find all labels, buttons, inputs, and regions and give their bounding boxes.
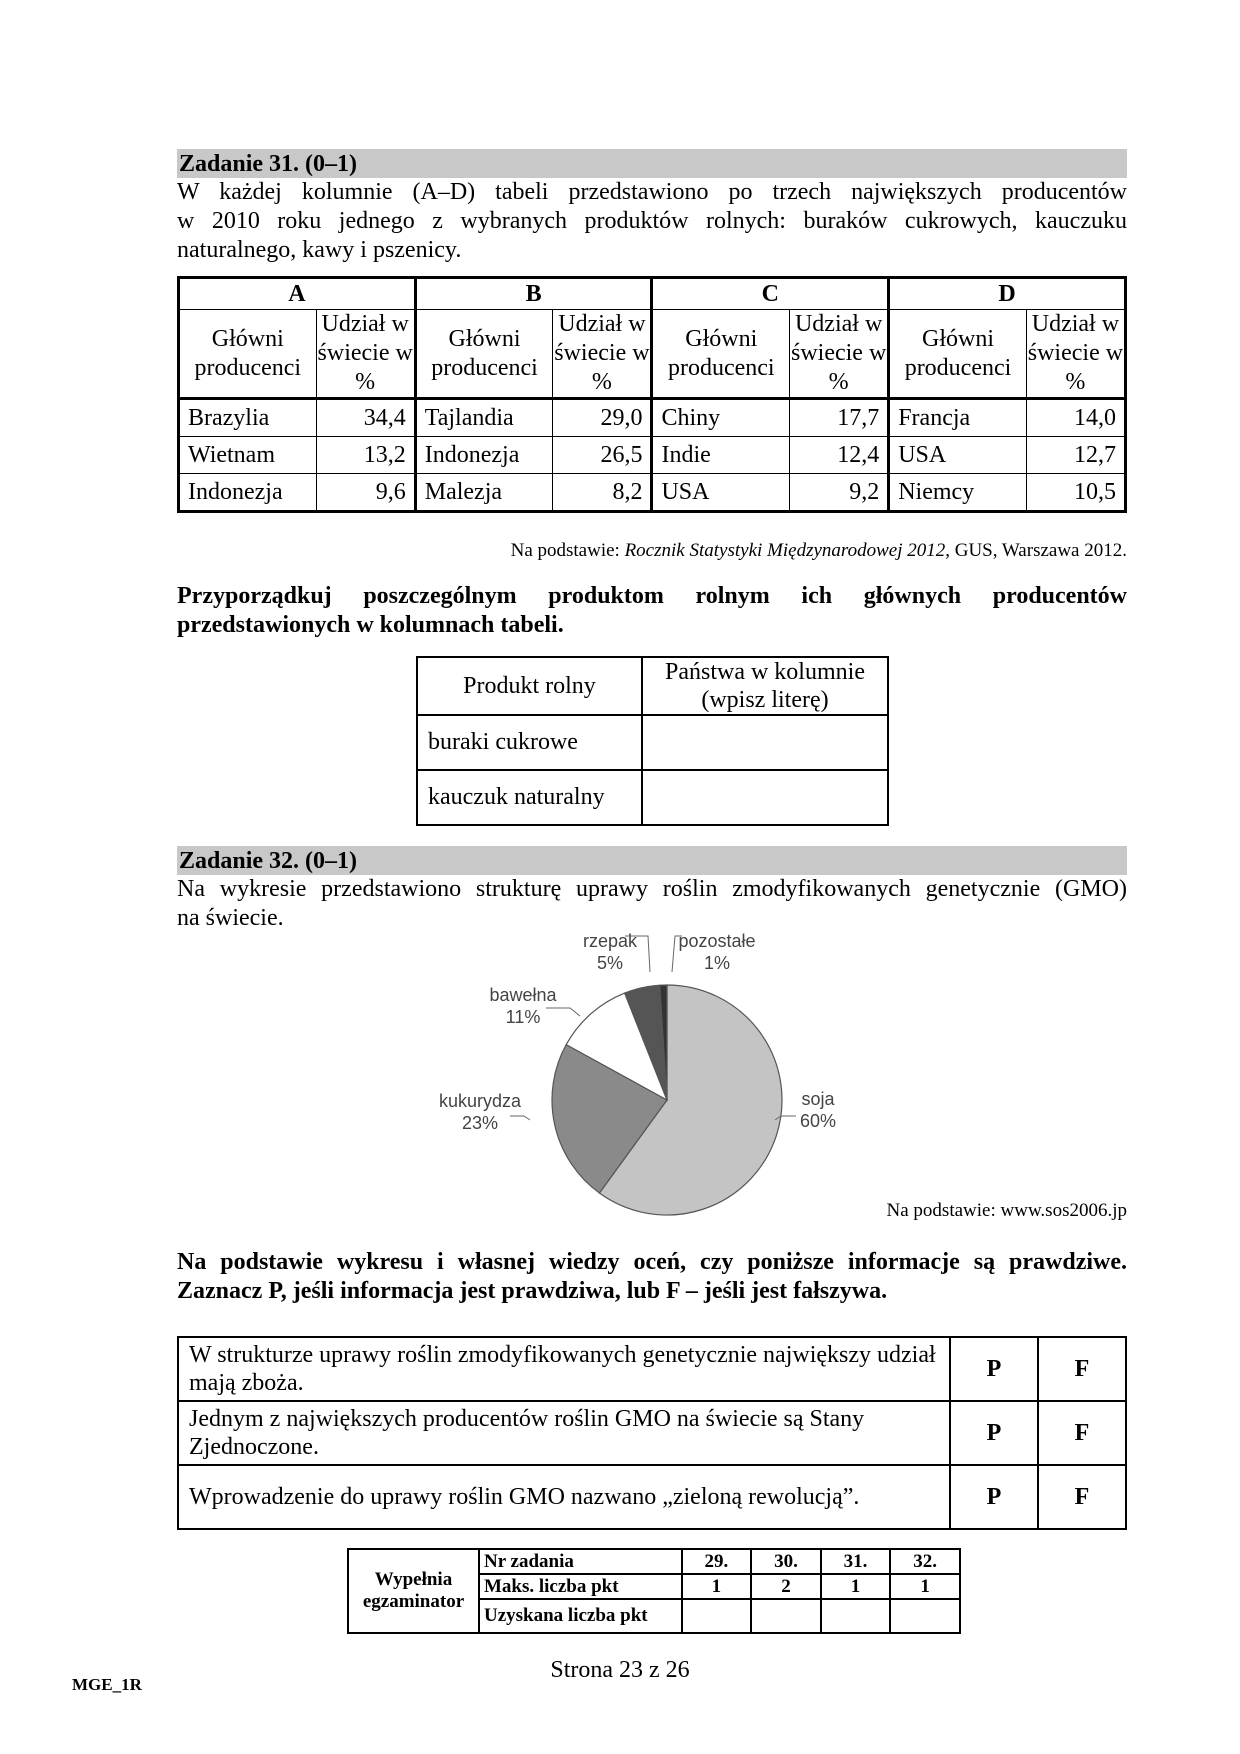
table-row bbox=[417, 715, 888, 770]
share-cell: 9,6 bbox=[316, 474, 415, 512]
table-row bbox=[179, 399, 1126, 437]
column-a-label: A bbox=[179, 278, 416, 310]
pie-label-kukurydza: kukurydza bbox=[438, 1091, 522, 1111]
task-31-instruction-line-2: przedstawionych w kolumnach tabeli. bbox=[177, 612, 564, 638]
producer-cell: Tajlandia bbox=[415, 399, 553, 437]
task-31-source bbox=[511, 540, 1127, 562]
false-option[interactable]: F bbox=[1038, 1401, 1126, 1465]
producer-cell: USA bbox=[652, 474, 790, 512]
pie-value-kukurydza: 23% bbox=[461, 1113, 499, 1133]
country-column-header-line-2: (wpisz literę) bbox=[701, 687, 829, 713]
examiner-label-line-1: Wypełnia bbox=[374, 1569, 453, 1590]
product-header: Produkt rolny bbox=[417, 657, 642, 715]
task-32-intro-line-2: na świecie. bbox=[177, 905, 284, 931]
share-cell: 34,4 bbox=[316, 399, 415, 437]
task-31-intro bbox=[177, 178, 1127, 265]
obtained-points-cell[interactable] bbox=[751, 1599, 821, 1633]
pie-leader-line-bawełna bbox=[546, 1008, 580, 1016]
producer-cell: Malezja bbox=[415, 474, 553, 512]
table-row bbox=[417, 770, 888, 825]
producers-header: Główni producenci bbox=[179, 310, 317, 399]
share-cell: 12,7 bbox=[1026, 437, 1125, 474]
share-cell: 10,5 bbox=[1026, 474, 1125, 512]
pie-value-pozostałe: 1% bbox=[703, 953, 731, 973]
column-c-label: C bbox=[652, 278, 889, 310]
answer-cell-sugar-beet[interactable] bbox=[642, 715, 888, 770]
examiner-label bbox=[348, 1549, 479, 1633]
table-row bbox=[179, 437, 1126, 474]
pie-value-bawełna: 11% bbox=[505, 1007, 541, 1027]
true-option[interactable]: P bbox=[950, 1401, 1038, 1465]
max-points: 2 bbox=[751, 1574, 821, 1599]
statement-text: Jednym z największych producentów roślin GMO na świecie są Stany Zjednoczone. bbox=[178, 1401, 950, 1465]
table-row bbox=[178, 1401, 1126, 1465]
producer-cell: USA bbox=[889, 437, 1027, 474]
obtained-points-cell[interactable] bbox=[821, 1599, 891, 1633]
true-option[interactable]: P bbox=[950, 1337, 1038, 1401]
page-number: Strona 23 z 26 bbox=[550, 1657, 690, 1683]
table-row bbox=[178, 1337, 1126, 1401]
product-name: buraki cukrowe bbox=[417, 715, 642, 770]
task-32-instruction-line-2: Zaznacz P, jeśli informacja jest prawdziwa, lub F – jeśli jest fałszywa. bbox=[177, 1278, 888, 1304]
examiner-label-line-2: egzaminator bbox=[362, 1591, 465, 1612]
product-name: kauczuk naturalny bbox=[417, 770, 642, 825]
gmo-pie-chart bbox=[420, 920, 880, 1220]
task-number: 31. bbox=[821, 1549, 891, 1574]
task-32-instruction-line-1: Na podstawie wykresu i własnej wiedzy oceń, czy poniższe informacje są prawdziwe. bbox=[177, 1249, 1127, 1275]
true-option[interactable]: P bbox=[950, 1465, 1038, 1529]
pie-label-rzepak: rzepak bbox=[582, 931, 638, 951]
obtained-points-label: Uzyskana liczba pkt bbox=[479, 1599, 682, 1633]
task-31-intro-line-2: w 2010 roku jednego z wybranych produktów rolnych: buraków cukrowych, kauczuku bbox=[177, 208, 1127, 234]
country-column-header bbox=[642, 657, 888, 715]
table-row bbox=[179, 474, 1126, 512]
pie-label-pozostałe: pozostałe bbox=[678, 931, 756, 951]
share-cell: 29,0 bbox=[553, 399, 652, 437]
source-title: Rocznik Statystyki Międzynarodowej 2012 bbox=[624, 540, 946, 561]
task-32-header: Zadanie 32. (0–1) bbox=[177, 846, 1127, 875]
share-header: Udział w świecie w % bbox=[790, 310, 889, 399]
task-32-intro-line-1: Na wykresie przedstawiono strukturę uprawy roślin zmodyfikowanych genetycznie (GMO) bbox=[177, 876, 1127, 902]
producer-cell: Wietnam bbox=[179, 437, 317, 474]
task-32-instruction bbox=[177, 1248, 1127, 1306]
share-cell: 12,4 bbox=[790, 437, 889, 474]
task-31-instruction bbox=[177, 582, 1127, 640]
share-cell: 13,2 bbox=[316, 437, 415, 474]
task-number-label: Nr zadania bbox=[479, 1549, 682, 1574]
answer-cell-natural-rubber[interactable] bbox=[642, 770, 888, 825]
task-32-source: Na podstawie: www.sos2006.jp bbox=[886, 1200, 1127, 1221]
producer-cell: Indonezja bbox=[415, 437, 553, 474]
answer-table-31 bbox=[416, 656, 889, 826]
column-b-label: B bbox=[415, 278, 652, 310]
producer-cell: Indonezja bbox=[179, 474, 317, 512]
share-header: Udział w świecie w % bbox=[316, 310, 415, 399]
producer-cell: Brazylia bbox=[179, 399, 317, 437]
table-row bbox=[178, 1465, 1126, 1529]
share-header: Udział w świecie w % bbox=[1026, 310, 1125, 399]
producer-cell: Indie bbox=[652, 437, 790, 474]
true-false-table bbox=[177, 1336, 1127, 1530]
task-31-header: Zadanie 31. (0–1) bbox=[177, 149, 1127, 178]
obtained-points-cell[interactable] bbox=[890, 1599, 960, 1633]
share-cell: 8,2 bbox=[553, 474, 652, 512]
max-points: 1 bbox=[682, 1574, 752, 1599]
country-column-header-line-1: Państwa w kolumnie bbox=[664, 659, 865, 685]
share-cell: 17,7 bbox=[790, 399, 889, 437]
max-points: 1 bbox=[890, 1574, 960, 1599]
task-number: 29. bbox=[682, 1549, 752, 1574]
pie-label-bawełna: bawełna bbox=[489, 985, 557, 1005]
producers-table bbox=[177, 276, 1127, 513]
max-points: 1 bbox=[821, 1574, 891, 1599]
column-d-label: D bbox=[889, 278, 1126, 310]
source-suffix: , GUS, Warszawa 2012. bbox=[945, 540, 1127, 561]
obtained-points-cell[interactable] bbox=[682, 1599, 752, 1633]
task-31-instruction-line-1: Przyporządkuj poszczególnym produktom rolnym ich głównych producentów bbox=[177, 583, 1127, 609]
task-number: 30. bbox=[751, 1549, 821, 1574]
task-number: 32. bbox=[890, 1549, 960, 1574]
pie-leader-line-kukurydza bbox=[510, 1116, 530, 1120]
examiner-table bbox=[347, 1548, 961, 1634]
statement-text: Wprowadzenie do uprawy roślin GMO nazwano „zieloną rewolucją”. bbox=[178, 1465, 950, 1529]
producer-cell: Chiny bbox=[652, 399, 790, 437]
share-cell: 9,2 bbox=[790, 474, 889, 512]
producers-header: Główni producenci bbox=[889, 310, 1027, 399]
false-option[interactable]: F bbox=[1038, 1465, 1126, 1529]
max-points-label: Maks. liczba pkt bbox=[479, 1574, 682, 1599]
pie-value-soja: 60% bbox=[799, 1111, 837, 1131]
producers-header: Główni producenci bbox=[415, 310, 553, 399]
exam-code: MGE_1R bbox=[72, 1675, 142, 1694]
false-option[interactable]: F bbox=[1038, 1337, 1126, 1401]
share-cell: 26,5 bbox=[553, 437, 652, 474]
statement-text: W strukturze uprawy roślin zmodyfikowanych genetycznie największy udział mają zboża. bbox=[178, 1337, 950, 1401]
source-prefix: Na podstawie: bbox=[510, 540, 625, 561]
task-31-intro-line-1: W każdej kolumnie (A–D) tabeli przedstawiono po trzech największych producentów bbox=[177, 179, 1127, 205]
share-cell: 14,0 bbox=[1026, 399, 1125, 437]
pie-label-soja: soja bbox=[801, 1089, 835, 1109]
producers-header: Główni producenci bbox=[652, 310, 790, 399]
task-31-intro-line-3: naturalnego, kawy i pszenicy. bbox=[177, 237, 462, 263]
share-header: Udział w świecie w % bbox=[553, 310, 652, 399]
pie-value-rzepak: 5% bbox=[596, 953, 624, 973]
producer-cell: Niemcy bbox=[889, 474, 1027, 512]
producer-cell: Francja bbox=[889, 399, 1027, 437]
